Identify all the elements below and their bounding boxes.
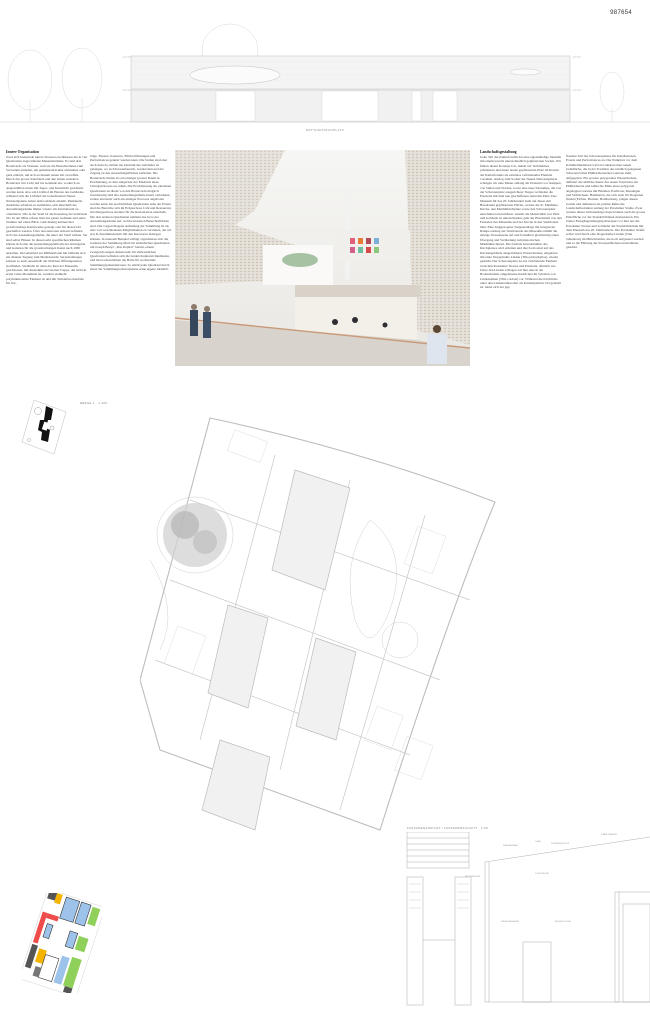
paragraph: Jeder Teil des Kulturforums hat eine eigenständige Identität mit einem jeweils unterschiedlich gepflasterten Sockel. Wir führen dieses Konzept fort, indem wir Verbindenes präzisieren und einen neuen gepflasterten Platz im Rosum der Kulturforums als zentrales verbindendes Element vorsehen. Analog zum Sockel der Neuen Nationalgalerie schlagen wir eine Mauer entlang der Piazzetta vor. Rampen von Süden und Norden, sowie eine neue Sitzrampe, die von der Scharounplatz ausgerichtete Treppe verbinden die Piazzetta mit dem neu geschaffenen zentralen Platz. Das Museum für das 20. Jahrhundert steht auf dieser mit Basaltstein gepflasterten Fläche, welche die St. Matthäus-Kirche, den Matthäikirchplatz sowie den Scharounplatz einschliesst und umfasst. Anstatt die Materialität von Platz und Gebäude zu unterscheiden, geht der Basaltstein von den Fassaden des Museums und der Kirche in den Stadtboden über. Eine langgezogene Treppenanlage mit integrierter Rampe entlang der Westfassade des Museums nimmt die einzige Strassenseite auf und formuliert gleichzeitig einen Übergang und Verbindung zum historischen Matthäikirchplatz. Die formale Grundstruktur des Kirchplatzes wird erhalten und durch ein axial auf das Kirchengebäude ausgerichtetes Wasserbecken, eingefasst mit einer Doppelreihe Linden (Tilia platyphyllos), wieder gestärkt. Der Scharounplatz ist das verbindende Element zwischen Potsdamer Strasse und Piazzetta. Ähnlich wie Unter den Linden schlagen wir hier eine in der Bodenstruktur eingelassene Kastlichen im Schatten von Lindenreihen (Tilia cordata) vor. Während die Kirchliche unter den Lindenreihen eher als kontemplativer Ort gedacht ist, bietet sich der gep (480, 155, 562, 290)
paragraph: flasterte Teil des Scharounplatzes für Installationen, Events und Performances an. Der Parkplatz vor dem Kammermusiksaal wird zu Gunsten einer neuen Grünfläche, die in der Tradition des nördlich gelegenen Scharoun'schen Philharmonischen Gartens steht, aufgegeben. Ein grosses polygonales Wasserbecken, definiert die südliche Kante des neuen Vorplatzes der Philharmonie und bildet die Mitte eines polygonal angelegten Gartens mit Bäumen, Pavillons, Kiesungen und Sichtachsen. Baumarten, die sich auch im Tiergarten finden (Eichen, Buchen, Hainbuchen), prägen diesen Garten und definieren als präzise Reihe die Landschaftsstruktur entlang der Potsdamer Straße. Zwei weitere dieser Grünraumtypologie können auch die grosse Platzfläche vor der Staatsbibliothek strukturieren. Ein breiter Fussgängerübergang überquert vor hier aus die Potsdamer Strasse und verbindet die Staatsbibliothek mit dem Museum des 20. Jahrhunderts. Die Potsdamer Straße selbst wird durch eine Doppelreihe Linden (Tilia tomentosa) im Mittelstreifen, die hoch aufgeastet werden und so die Führung der Strassenfluchten unterstützen, gestärkt. (566, 154, 646, 250)
svg-text:AUSSTELLUNG: AUSSTELLUNG (555, 921, 572, 923)
text-landscape-col2 (566, 154, 646, 250)
tree-plan-icon (157, 497, 233, 573)
street-elevation (0, 20, 650, 135)
annotation: DACHAUFBAU (503, 845, 519, 847)
text-organisation-col2 (90, 154, 172, 271)
heading-organisation: Innere Organisation (6, 150, 39, 154)
svg-text:ZIEGELFASSADE: ZIEGELFASSADE (501, 921, 519, 923)
paragraph: Zwei sich kreuzende innere Strassen erschliessen die in vier Quadranten angeordneten Museumsräume. Es sind drei Boulevards als Strassen, weil sie die Besucherinnen zum Verweilen einladen, um gemeinsam Kunst anzusehen oder ganz einfach, um sich an diesem neuen Ort zu treffen. Durch das grosse Satteldach und den hohen zentralen Boulevard tritt Licht tief ins Gebäude ein, wodurch an ausgewählten Orten mit Tages- und Kunstlicht gearbeitet werden kann. Also ein Lichthof im Herzen des Gebäudes, während sich die Lichthof der benachbarten Neuen Nationalgalerie neben dem Gebäude abstellt. Punktuelle Ausblicke erlauben es zumindest, sich innerhalb der Ausstellungsräume immer wieder am Zentralraum zu orientieren. Wie in der Stadt ist die Kreuzung der belebteste Ort. In der Mitte erfasst man das ganze Gebäude und seine Struktur auf einen Blick. Gleichzeitig können hier grossformatige Kunstwerke gezeigt oder für diesen Ort geschaffen werden. Über den zentralen Achsen befinden sich vier Ausstellungsräume, die unter der Stadt wirken. Sie sind selbst Häuser. In diesen sehr spezifischen Räumen könnte sich eine die Ausstellungsplattform der Avantgarde und Galerien für die grossformatigen Kunst nach 1965 anstellen. Im Gebelfeld zur Philharmonie hin befindet sich ein direkter Zugang zum Mediensturm. Veranstaltungen können so auch ausserhalb der üblichen Öffnungszeiten stattfinden. Vielleicht ist dann der Rest der Museums geschlossen, mit Ausnahme der breiten Treppe, die nicht in erster Linie Monument ist, sondern vielmehr polyfunktionales Element ist und mit Sitzstufen ebenfalls für Vor- (6, 155, 88, 286)
heading-landscape: Landschaftsgestaltung (480, 150, 517, 154)
facade-detail-drawing (405, 832, 650, 1007)
svg-text:SONNENSCHUTZ: SONNENSCHUTZ (551, 843, 570, 845)
elevation-caption: MATTHÄIKIRCHPLATZ (305, 128, 345, 132)
text-organisation-col1 (6, 150, 88, 285)
site-key-diagram (20, 398, 68, 456)
svg-text:BETONDECKE: BETONDECKE (465, 876, 481, 878)
entry-number: 987654 (610, 10, 632, 16)
interior-rendering (175, 150, 470, 366)
function-diagram (22, 893, 102, 993)
facade-caption: FASSADENANSICHT / FASSADENSCHNITT · 1:50 (407, 826, 489, 830)
svg-text:+XX.XX: +XX.XX (572, 89, 581, 92)
svg-text:+XX.XX: +XX.XX (572, 56, 581, 59)
floor-plan (140, 410, 540, 840)
level-mark: +XX.XX (122, 56, 131, 59)
plan-caption: EBENE 1 · 1:200 (80, 401, 108, 405)
svg-text:GLAS: GLAS (535, 841, 541, 843)
svg-text:STAHLTRÄGER: STAHLTRÄGER (601, 834, 617, 836)
paragraph: träge, Theater, Konzerte, Filmvorführungen und Performances genutzt werden kann. Die Stufen sind eher auch dazu da, mitten ins Zentrum des Gebäudes zu gelangen, wo sich Kassenbereich, Garderoben und der Zugang zu den Ausstellungsflächen befinden. Die Boulevards mitten als ein einziger grosser Raum in Erscheinung, es dies steigernde der Eindruck eines Untergeschosses an, nahm. Die Erschliessung der einzelnen Quadranten ist direkt von den Boulevards möglich. Gleichzeitig sind alle Ausstellungsräume intern verbunden, sodass alternativ auch ein einziger Parcours angeboten werden kann. Im nordöstlichen Quadranten nahe der Piazza sind die Bereiche sich im Erdgeschoss Café und Restaurant, im Obergeschoss Ateliers für die Restauration unterhalb. Die drei anderen Quadranten nehmen das Gros der Ausstellungsräume auf, welche klassisch Besucherflächen sind. Die vorgeschlagene Aufteilung der Sammlung ist als eine von verschiedenen Möglichkeiten zu verstehen, die wir erst in Zusammenarbeit mit den Kuratoren festlegen können. In unserem Beispiel schlägt organisieren sich die Galerien der Sammlung Marx im südöstlichen Quadranten um Joseph Beuys' „Das Kapital“ herum, einem zweigeschossigen Ankerraum. Im südwestlichen Quadranten befinden sich die beiden Kupferstichkabinette, und im nordwestlichen die Halle für wechselnde Sammlungspräsentationen. So erhält jeder Quadrant durch einen der Sammlungsschwerpunkte seine eigene Identität. (90, 154, 172, 271)
svg-text:+XX.XX: +XX.XX (122, 89, 131, 92)
text-landscape-col1 (480, 150, 562, 290)
svg-text:LICHTDECKE: LICHTDECKE (535, 873, 549, 875)
